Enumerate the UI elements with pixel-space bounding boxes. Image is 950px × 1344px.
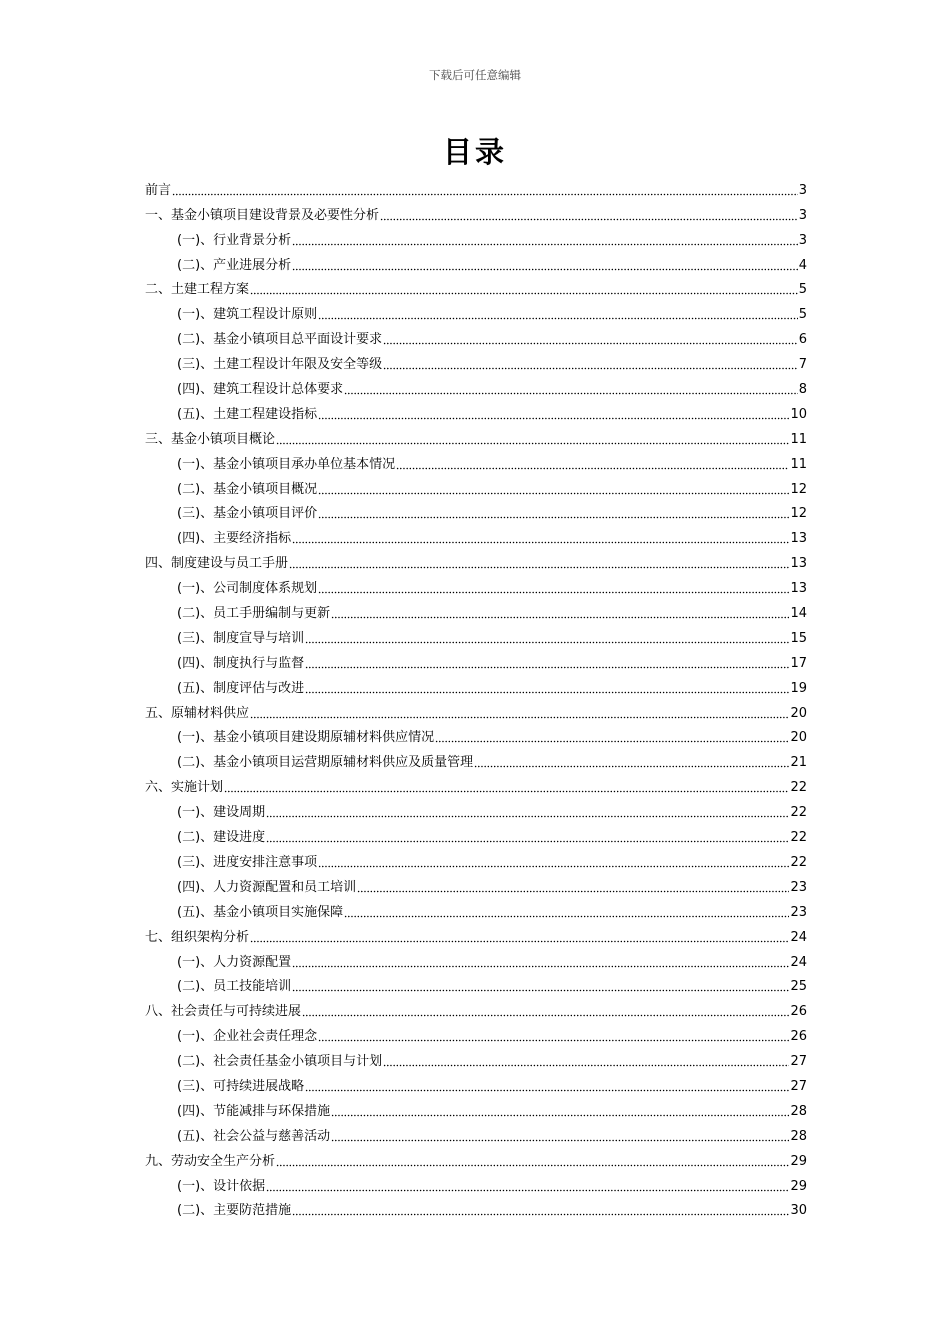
toc-entry-label: (一)、基金小镇项目承办单位基本情况 bbox=[177, 456, 396, 472]
toc-entry-page-number: 12 bbox=[790, 506, 807, 522]
toc-entry[interactable] bbox=[145, 174, 807, 199]
toc-entry[interactable] bbox=[145, 274, 807, 299]
toc-entry[interactable] bbox=[145, 622, 807, 647]
toc-entry[interactable] bbox=[145, 348, 807, 373]
toc-entry-label: (五)、制度评估与改进 bbox=[177, 680, 305, 696]
toc-entry-label: (三)、基金小镇项目评价 bbox=[177, 506, 318, 522]
toc-entry-label: (一)、设计依据 bbox=[177, 1178, 266, 1194]
toc-dot-leader bbox=[292, 530, 789, 544]
toc-entry-page-number: 27 bbox=[790, 1054, 807, 1070]
toc-dot-leader bbox=[266, 1178, 789, 1192]
toc-entry-label: (二)、基金小镇项目概况 bbox=[177, 481, 318, 497]
toc-entry-label: (五)、社会公益与慈善活动 bbox=[177, 1128, 331, 1144]
toc-entry-label: (一)、基金小镇项目建设期原辅材料供应情况 bbox=[177, 730, 435, 746]
toc-dot-leader bbox=[292, 954, 789, 968]
toc-entry[interactable] bbox=[145, 423, 807, 448]
toc-entry[interactable] bbox=[145, 971, 807, 996]
toc-entry[interactable] bbox=[145, 373, 807, 398]
toc-dot-leader bbox=[250, 281, 798, 295]
toc-entry-label: (二)、社会责任基金小镇项目与计划 bbox=[177, 1054, 383, 1070]
toc-entry-page-number: 17 bbox=[790, 655, 807, 671]
toc-entry[interactable] bbox=[145, 1095, 807, 1120]
toc-entry[interactable] bbox=[145, 323, 807, 348]
toc-entry-label: (三)、土建工程设计年限及安全等级 bbox=[177, 357, 383, 373]
toc-dot-leader bbox=[318, 481, 789, 495]
toc-dot-leader bbox=[266, 804, 789, 818]
toc-entry-label: (二)、主要防范措施 bbox=[177, 1203, 292, 1219]
toc-dot-leader bbox=[276, 1153, 789, 1167]
toc-dot-leader bbox=[383, 331, 798, 345]
toc-entry-page-number: 13 bbox=[790, 556, 807, 572]
toc-entry[interactable] bbox=[145, 722, 807, 747]
toc-entry-label: (四)、节能减排与环保措施 bbox=[177, 1103, 331, 1119]
toc-entry-label: (二)、员工手册编制与更新 bbox=[177, 606, 331, 622]
toc-dot-leader bbox=[344, 381, 798, 395]
toc-entry[interactable] bbox=[145, 1120, 807, 1145]
toc-entry-label: 九、劳动安全生产分析 bbox=[145, 1153, 276, 1169]
toc-dot-leader bbox=[289, 555, 789, 569]
toc-entry-page-number: 5 bbox=[798, 282, 807, 298]
toc-entry[interactable] bbox=[145, 921, 807, 946]
toc-entry-label: (二)、建设进度 bbox=[177, 830, 266, 846]
toc-entry-page-number: 21 bbox=[790, 755, 807, 771]
toc-entry[interactable] bbox=[145, 796, 807, 821]
toc-dot-leader bbox=[292, 232, 798, 246]
toc-entry[interactable] bbox=[145, 199, 807, 224]
header-note: 下载后可任意编辑 bbox=[429, 68, 521, 82]
toc-entry-label: (三)、进度安排注意事项 bbox=[177, 854, 318, 870]
toc-entry[interactable] bbox=[145, 298, 807, 323]
toc-entry[interactable] bbox=[145, 522, 807, 547]
toc-entry-page-number: 12 bbox=[790, 481, 807, 497]
toc-entry-page-number: 6 bbox=[798, 332, 807, 348]
toc-entry-page-number: 28 bbox=[790, 1128, 807, 1144]
toc-dot-leader bbox=[383, 1053, 789, 1067]
toc-entry-page-number: 27 bbox=[790, 1078, 807, 1094]
toc-entry-page-number: 13 bbox=[790, 531, 807, 547]
toc-entry-page-number: 11 bbox=[790, 456, 807, 472]
toc-entry[interactable] bbox=[145, 672, 807, 697]
toc-entry-page-number: 4 bbox=[798, 257, 807, 273]
toc-entry-label: 三、基金小镇项目概论 bbox=[145, 431, 276, 447]
toc-entry-label: (一)、企业社会责任理念 bbox=[177, 1029, 318, 1045]
toc-entry[interactable] bbox=[145, 821, 807, 846]
toc-dot-leader bbox=[305, 680, 789, 694]
toc-dot-leader bbox=[383, 356, 798, 370]
toc-dot-leader bbox=[331, 1103, 789, 1117]
toc-title: 目录 bbox=[442, 135, 507, 169]
toc-entry-page-number: 22 bbox=[790, 854, 807, 870]
toc-dot-leader bbox=[305, 655, 789, 669]
toc-dot-leader bbox=[318, 854, 789, 868]
toc-dot-leader bbox=[318, 505, 789, 519]
toc-entry-page-number: 8 bbox=[798, 382, 807, 398]
toc-dot-leader bbox=[331, 1128, 789, 1142]
toc-entry[interactable] bbox=[145, 1045, 807, 1070]
toc-entry-label: (五)、基金小镇项目实施保障 bbox=[177, 904, 344, 920]
toc-entry-label: (四)、制度执行与监督 bbox=[177, 655, 305, 671]
toc-dot-leader bbox=[224, 779, 789, 793]
toc-dot-leader bbox=[292, 257, 798, 271]
toc-entry[interactable] bbox=[145, 871, 807, 896]
toc-entry[interactable] bbox=[145, 1145, 807, 1170]
toc-entry-page-number: 23 bbox=[790, 879, 807, 895]
toc-dot-leader bbox=[318, 580, 789, 594]
toc-entry-label: 四、制度建设与员工手册 bbox=[145, 556, 289, 572]
toc-dot-leader bbox=[302, 1003, 789, 1017]
toc-entry-page-number: 24 bbox=[790, 954, 807, 970]
toc-entry-label: 五、原辅材料供应 bbox=[145, 705, 250, 721]
toc-entry-page-number: 24 bbox=[790, 929, 807, 945]
toc-entry[interactable] bbox=[145, 1020, 807, 1045]
toc-dot-leader bbox=[318, 306, 798, 320]
toc-entry-label: (一)、建筑工程设计原则 bbox=[177, 307, 318, 323]
toc-entry-label: (二)、员工技能培训 bbox=[177, 979, 292, 995]
toc-entry-label: (三)、制度宣导与培训 bbox=[177, 630, 305, 646]
table-of-contents bbox=[145, 174, 807, 1219]
toc-entry-label: 一、基金小镇项目建设背景及必要性分析 bbox=[145, 207, 380, 223]
toc-dot-leader bbox=[344, 904, 789, 918]
toc-entry-page-number: 13 bbox=[790, 581, 807, 597]
toc-dot-leader bbox=[292, 978, 789, 992]
toc-entry-page-number: 29 bbox=[790, 1178, 807, 1194]
toc-entry[interactable] bbox=[145, 995, 807, 1020]
toc-dot-leader bbox=[474, 754, 789, 768]
toc-entry[interactable] bbox=[145, 896, 807, 921]
toc-entry-label: (一)、公司制度体系规划 bbox=[177, 581, 318, 597]
toc-entry-page-number: 22 bbox=[790, 830, 807, 846]
toc-entry-page-number: 7 bbox=[798, 357, 807, 373]
toc-entry[interactable] bbox=[145, 846, 807, 871]
toc-entry-label: 前言 bbox=[145, 182, 172, 198]
toc-entry-page-number: 3 bbox=[798, 182, 807, 198]
toc-dot-leader bbox=[318, 406, 789, 420]
toc-entry-page-number: 11 bbox=[790, 431, 807, 447]
toc-entry-page-number: 20 bbox=[790, 730, 807, 746]
toc-entry[interactable] bbox=[145, 547, 807, 572]
toc-entry-label: (五)、土建工程建设指标 bbox=[177, 406, 318, 422]
toc-dot-leader bbox=[396, 456, 789, 470]
toc-entry-label: (二)、基金小镇项目运营期原辅材料供应及质量管理 bbox=[177, 755, 474, 771]
toc-entry-label: (一)、建设周期 bbox=[177, 805, 266, 821]
toc-entry-page-number: 22 bbox=[790, 780, 807, 796]
toc-entry[interactable] bbox=[145, 771, 807, 796]
toc-dot-leader bbox=[331, 605, 789, 619]
toc-entry-page-number: 25 bbox=[790, 979, 807, 995]
toc-entry[interactable] bbox=[145, 597, 807, 622]
toc-entry[interactable] bbox=[145, 249, 807, 274]
toc-entry-page-number: 3 bbox=[798, 232, 807, 248]
toc-entry[interactable] bbox=[145, 448, 807, 473]
toc-entry[interactable] bbox=[145, 572, 807, 597]
toc-entry-label: (四)、人力资源配置和员工培训 bbox=[177, 879, 357, 895]
toc-dot-leader bbox=[266, 829, 789, 843]
toc-entry-page-number: 14 bbox=[790, 606, 807, 622]
toc-entry-page-number: 10 bbox=[790, 406, 807, 422]
toc-dot-leader bbox=[380, 207, 798, 221]
toc-entry-label: (一)、行业背景分析 bbox=[177, 232, 292, 248]
toc-dot-leader bbox=[305, 1078, 789, 1092]
toc-entry-page-number: 15 bbox=[790, 630, 807, 646]
toc-dot-leader bbox=[435, 729, 789, 743]
toc-entry-page-number: 26 bbox=[790, 1004, 807, 1020]
toc-entry[interactable] bbox=[145, 224, 807, 249]
toc-entry[interactable] bbox=[145, 746, 807, 771]
toc-entry-page-number: 26 bbox=[790, 1029, 807, 1045]
toc-entry-label: 八、社会责任与可持续进展 bbox=[145, 1004, 302, 1020]
toc-dot-leader bbox=[318, 1028, 789, 1042]
toc-entry-label: (一)、人力资源配置 bbox=[177, 954, 292, 970]
toc-entry[interactable] bbox=[145, 697, 807, 722]
toc-entry-page-number: 5 bbox=[798, 307, 807, 323]
toc-entry-label: (三)、可持续进展战略 bbox=[177, 1078, 305, 1094]
toc-entry-label: (二)、产业进展分析 bbox=[177, 257, 292, 273]
toc-entry-label: 二、土建工程方案 bbox=[145, 282, 250, 298]
toc-entry-page-number: 29 bbox=[790, 1153, 807, 1169]
toc-dot-leader bbox=[276, 431, 789, 445]
toc-entry[interactable] bbox=[145, 946, 807, 971]
toc-entry-page-number: 3 bbox=[798, 207, 807, 223]
toc-entry[interactable] bbox=[145, 1195, 807, 1220]
toc-entry-page-number: 30 bbox=[790, 1203, 807, 1219]
toc-entry[interactable] bbox=[145, 498, 807, 523]
toc-entry-label: 六、实施计划 bbox=[145, 780, 224, 796]
toc-entry-label: (四)、建筑工程设计总体要求 bbox=[177, 382, 344, 398]
toc-entry-page-number: 23 bbox=[790, 904, 807, 920]
toc-entry[interactable] bbox=[145, 1070, 807, 1095]
toc-dot-leader bbox=[250, 929, 789, 943]
toc-entry-page-number: 20 bbox=[790, 705, 807, 721]
toc-entry-label: 七、组织架构分析 bbox=[145, 929, 250, 945]
toc-entry-page-number: 22 bbox=[790, 805, 807, 821]
toc-entry[interactable] bbox=[145, 1170, 807, 1195]
toc-entry-label: (四)、主要经济指标 bbox=[177, 531, 292, 547]
toc-entry[interactable] bbox=[145, 647, 807, 672]
toc-entry-label: (二)、基金小镇项目总平面设计要求 bbox=[177, 332, 383, 348]
toc-entry[interactable] bbox=[145, 398, 807, 423]
toc-dot-leader bbox=[305, 630, 789, 644]
toc-entry[interactable] bbox=[145, 473, 807, 498]
toc-dot-leader bbox=[357, 879, 789, 893]
toc-dot-leader bbox=[292, 1202, 789, 1216]
toc-entry-page-number: 28 bbox=[790, 1103, 807, 1119]
toc-dot-leader bbox=[172, 182, 798, 196]
toc-dot-leader bbox=[250, 705, 789, 719]
toc-entry-page-number: 19 bbox=[790, 680, 807, 696]
